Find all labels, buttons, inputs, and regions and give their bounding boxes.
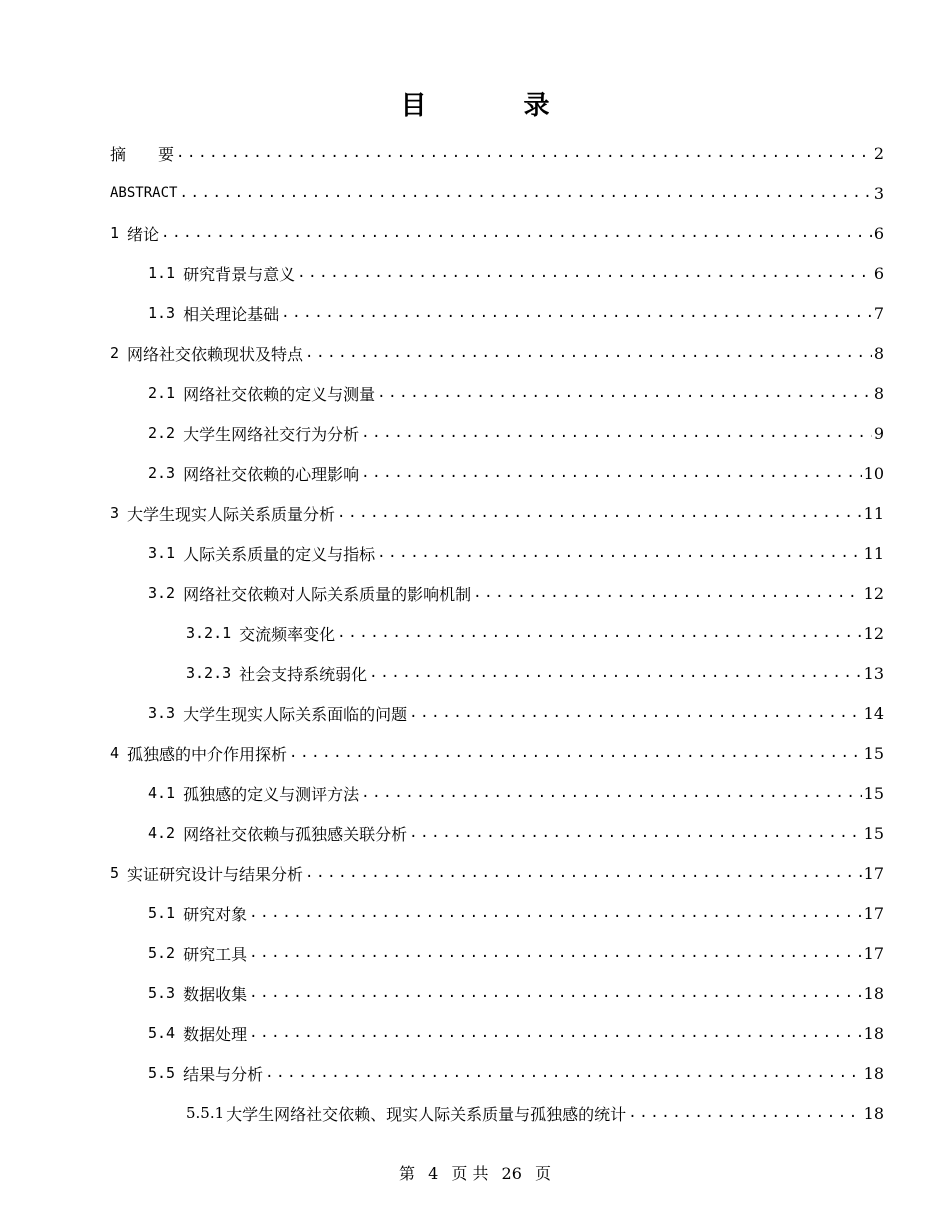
toc-entry-chapter-1[interactable] bbox=[0, 213, 950, 253]
dot-leader bbox=[179, 184, 871, 202]
toc-page-number: 18 bbox=[863, 1023, 884, 1043]
toc-page-number: 12 bbox=[863, 623, 884, 643]
dot-leader bbox=[249, 944, 862, 962]
dot-leader bbox=[305, 344, 872, 362]
footer-prefix: 第 bbox=[398, 1164, 415, 1183]
toc-page-number: 17 bbox=[863, 863, 884, 883]
toc-entry-number: 4.1 bbox=[148, 784, 176, 802]
toc-entry-number: 4.2 bbox=[148, 824, 176, 842]
toc-page-number: 11 bbox=[863, 503, 884, 523]
dot-leader bbox=[369, 664, 861, 682]
toc-entry-text: 网络社交依赖的定义与测量 bbox=[183, 384, 376, 404]
toc-entry-number: 3.2.1 bbox=[186, 624, 232, 642]
toc-entry-chapter-2[interactable] bbox=[0, 333, 950, 373]
toc-entry-2-1[interactable] bbox=[0, 373, 950, 413]
toc-entry-number: 5.5 bbox=[148, 1064, 176, 1082]
toc-entry-chapter-4[interactable] bbox=[0, 733, 950, 773]
toc-entry-5-1[interactable] bbox=[0, 893, 950, 933]
toc-page-number: 9 bbox=[873, 423, 884, 443]
footer-middle: 页 共 bbox=[451, 1164, 489, 1183]
toc-entry-number: 5.3 bbox=[148, 984, 176, 1002]
dot-leader bbox=[297, 264, 872, 282]
toc-entry-5-5-1[interactable] bbox=[0, 1093, 950, 1133]
footer-total-pages: 26 bbox=[501, 1164, 522, 1183]
toc-entry-abstract-cn[interactable] bbox=[0, 133, 950, 173]
dot-leader bbox=[377, 544, 862, 562]
toc-entry-text: 研究背景与意义 bbox=[183, 264, 296, 284]
toc-entry-3-2-1[interactable] bbox=[0, 613, 950, 653]
toc-page-number: 7 bbox=[873, 303, 884, 323]
toc-entry-number: 2.2 bbox=[148, 424, 176, 442]
dot-leader bbox=[409, 824, 862, 842]
toc-entry-text: 大学生网络社交依赖、现实人际关系质量与孤独感的统计 bbox=[226, 1104, 627, 1124]
toc-entry-number: 3 bbox=[110, 504, 120, 522]
dot-leader bbox=[361, 424, 872, 442]
toc-entry-4-2[interactable] bbox=[0, 813, 950, 853]
toc-entry-number: 3.1 bbox=[148, 544, 176, 562]
dot-leader bbox=[361, 784, 862, 802]
toc-entry-text: 社会支持系统弱化 bbox=[239, 664, 368, 684]
toc-entry-text: ABSTRACT bbox=[110, 185, 178, 201]
toc-entry-1-3[interactable] bbox=[0, 293, 950, 333]
dot-leader bbox=[249, 904, 862, 922]
toc-entry-chapter-5[interactable] bbox=[0, 853, 950, 893]
toc-page-number: 12 bbox=[863, 583, 884, 603]
toc-page-number: 13 bbox=[863, 663, 884, 683]
toc-page-number: 8 bbox=[873, 343, 884, 363]
toc-entry-text: 网络社交依赖对人际关系质量的影响机制 bbox=[183, 584, 472, 604]
toc-entry-2-2[interactable] bbox=[0, 413, 950, 453]
dot-leader bbox=[473, 584, 862, 602]
toc-page-number: 18 bbox=[863, 1103, 884, 1123]
dot-leader bbox=[249, 984, 862, 1002]
toc-entry-text: 结果与分析 bbox=[183, 1064, 264, 1084]
toc-page-number: 15 bbox=[863, 783, 884, 803]
toc-entry-number: 4 bbox=[110, 744, 120, 762]
dot-leader bbox=[249, 1024, 862, 1042]
toc-page-number: 3 bbox=[873, 183, 884, 203]
toc-entry-1-1[interactable] bbox=[0, 253, 950, 293]
toc-entry-text: 网络社交依赖的心理影响 bbox=[183, 464, 360, 484]
dot-leader bbox=[361, 464, 862, 482]
toc-entry-text: 大学生现实人际关系面临的问题 bbox=[183, 704, 408, 724]
toc-entry-number: 2.3 bbox=[148, 464, 176, 482]
toc-entry-text: 大学生现实人际关系质量分析 bbox=[127, 504, 336, 524]
dot-leader bbox=[161, 224, 872, 242]
toc-page-number: 14 bbox=[863, 703, 884, 723]
toc-entry-text: 网络社交依赖现状及特点 bbox=[127, 344, 304, 364]
toc-page-number: 18 bbox=[863, 983, 884, 1003]
toc-entry-number: 5.5.1 bbox=[186, 1104, 225, 1122]
toc-entry-text: 研究工具 bbox=[183, 944, 248, 964]
toc-page-number: 6 bbox=[873, 223, 884, 243]
toc-entry-text: 实证研究设计与结果分析 bbox=[127, 864, 304, 884]
toc-entry-3-1[interactable] bbox=[0, 533, 950, 573]
toc-entry-text: 孤独感的中介作用探析 bbox=[127, 744, 288, 764]
toc-page-number: 18 bbox=[863, 1063, 884, 1083]
toc-entry-text: 大学生网络社交行为分析 bbox=[183, 424, 360, 444]
toc-entry-number: 3.3 bbox=[148, 704, 176, 722]
toc-entry-number: 2.1 bbox=[148, 384, 176, 402]
dot-leader bbox=[176, 144, 872, 162]
toc-entry-text: 研究对象 bbox=[183, 904, 248, 924]
toc-page-number: 2 bbox=[873, 143, 884, 163]
toc-entry-4-1[interactable] bbox=[0, 773, 950, 813]
toc-entry-text: 网络社交依赖与孤独感关联分析 bbox=[183, 824, 408, 844]
toc-page-number: 17 bbox=[863, 903, 884, 923]
dot-leader bbox=[281, 304, 872, 322]
toc-entry-number: 5.2 bbox=[148, 944, 176, 962]
toc-page-number: 15 bbox=[863, 823, 884, 843]
toc-page-number: 11 bbox=[863, 543, 884, 563]
dot-leader bbox=[305, 864, 862, 882]
dot-leader bbox=[337, 504, 862, 522]
toc-page-number: 6 bbox=[873, 263, 884, 283]
toc-entry-text: 交流频率变化 bbox=[239, 624, 336, 644]
toc-page-number: 15 bbox=[863, 743, 884, 763]
toc-entry-number: 1 bbox=[110, 224, 120, 242]
toc-entry-text: 数据收集 bbox=[183, 984, 248, 1004]
toc-entry-5-3[interactable] bbox=[0, 973, 950, 1013]
toc-entry-number: 5.4 bbox=[148, 1024, 176, 1042]
toc-entry-5-5[interactable] bbox=[0, 1053, 950, 1093]
toc-page-number: 8 bbox=[873, 383, 884, 403]
toc-entry-text: 相关理论基础 bbox=[183, 304, 280, 324]
toc-entry-number: 3.2.3 bbox=[186, 664, 232, 682]
toc-entry-2-3[interactable] bbox=[0, 453, 950, 493]
dot-leader bbox=[628, 1104, 861, 1122]
toc-entry-text: 摘 要 bbox=[110, 144, 175, 164]
footer-current-page: 4 bbox=[428, 1164, 439, 1183]
footer-suffix: 页 bbox=[535, 1164, 552, 1183]
dot-leader bbox=[377, 384, 872, 402]
toc-entry-number: 2 bbox=[110, 344, 120, 362]
dot-leader bbox=[409, 704, 862, 722]
toc-entry-number: 5 bbox=[110, 864, 120, 882]
toc-entry-text: 数据处理 bbox=[183, 1024, 248, 1044]
dot-leader bbox=[289, 744, 862, 762]
toc-title: 目 录 bbox=[400, 91, 594, 121]
dot-leader bbox=[337, 624, 861, 642]
toc-entry-text: 绪论 bbox=[127, 224, 160, 244]
toc-entry-3-2-3[interactable] bbox=[0, 653, 950, 693]
toc-entry-5-2[interactable] bbox=[0, 933, 950, 973]
toc-entry-number: 3.2 bbox=[148, 584, 176, 602]
toc-entry-3-2[interactable] bbox=[0, 573, 950, 613]
toc-list bbox=[0, 133, 950, 1133]
toc-entry-number: 1.1 bbox=[148, 264, 176, 282]
page-footer bbox=[0, 1162, 950, 1186]
dot-leader bbox=[265, 1064, 862, 1082]
toc-entry-3-3[interactable] bbox=[0, 693, 950, 733]
toc-page-number: 10 bbox=[863, 463, 884, 483]
toc-entry-number: 5.1 bbox=[148, 904, 176, 922]
toc-entry-5-4[interactable] bbox=[0, 1013, 950, 1053]
toc-entry-number: 1.3 bbox=[148, 304, 176, 322]
toc-entry-text: 人际关系质量的定义与指标 bbox=[183, 544, 376, 564]
toc-entry-chapter-3[interactable] bbox=[0, 493, 950, 533]
toc-entry-abstract-en[interactable] bbox=[0, 173, 950, 213]
toc-page-number: 17 bbox=[863, 943, 884, 963]
toc-entry-text: 孤独感的定义与测评方法 bbox=[183, 784, 360, 804]
